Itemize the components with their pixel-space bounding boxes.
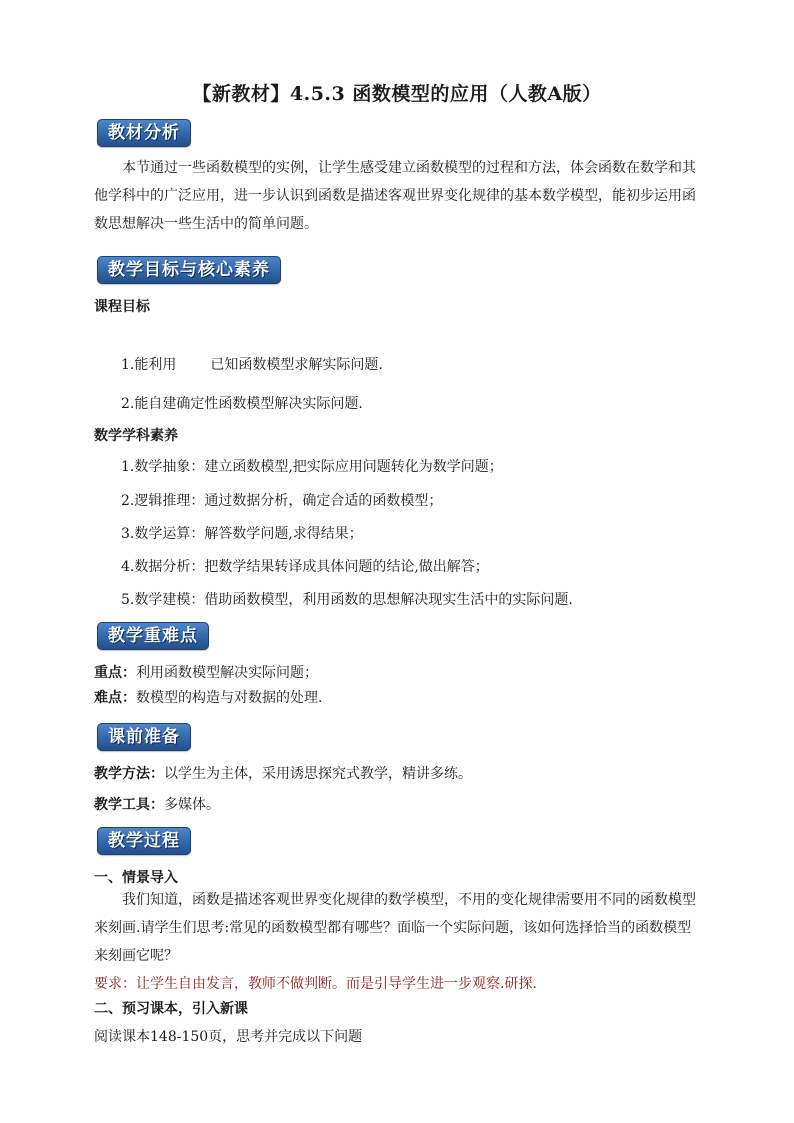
part1-heading: 一、情景导入 (94, 870, 178, 886)
difficulty-label: 难点： (94, 690, 136, 706)
difficulty-line (94, 684, 704, 712)
course-goal-item-1-b: 已知函数模型求解实际问题. (210, 357, 383, 373)
teaching-tool-line (94, 791, 704, 819)
section-badge-goals: 教学目标与核心素养 (97, 256, 281, 284)
teaching-method-text: 以学生为主体，采用诱思探究式教学，精讲多练。 (164, 766, 472, 782)
literacy-item-1: 1.数学抽象：建立函数模型,把实际应用问题转化为数学问题； (121, 459, 503, 475)
course-goal-item-1 (121, 351, 731, 379)
teaching-tool-label: 教学工具： (94, 797, 164, 813)
teaching-tool-text: 多媒体。 (164, 797, 220, 813)
literacy-item-4: 4.数据分析：把数学结果转译成具体问题的结论,做出解答； (121, 559, 489, 575)
page-title: 【新教材】4.5.3 函数模型的应用（人教A版） (192, 83, 602, 105)
key-point-label: 重点： (94, 665, 136, 681)
key-point-text: 利用函数模型解决实际问题； (136, 665, 318, 681)
key-point-line (94, 659, 704, 687)
teaching-method-line (94, 760, 704, 788)
course-goal-item-2: 2.能自建确定性函数模型解决实际问题. (121, 396, 363, 412)
section-badge-prep: 课前准备 (97, 723, 191, 751)
section-badge-analysis: 教材分析 (97, 119, 191, 147)
requirement-note: 要求：让学生自由发言，教师不做判断。而是引导学生进一步观察.研探. (94, 976, 537, 992)
teaching-method-label: 教学方法： (94, 766, 164, 782)
literacy-item-3: 3.数学运算：解答数学问题,求得结果； (121, 526, 363, 542)
literacy-heading: 数学学科素养 (94, 428, 178, 444)
literacy-item-2: 2.逻辑推理：通过数据分析，确定合适的函数模型； (121, 493, 443, 509)
part2-heading: 二、预习课本，引入新课 (94, 1001, 248, 1017)
part1-paragraph: 我们知道，函数是描述客观世界变化规律的数学模型，不用的变化规律需要用不同的函数模型来刻画.请学生们思考:常见的函数模型都有哪些？面临一个实际问题，该如何选择恰当的函数模型来刻画它呢？ (94, 892, 696, 964)
course-goal-item-1-a: 1.能利用 (121, 357, 177, 373)
analysis-paragraph: 本节通过一些函数模型的实例，让学生感受建立函数模型的过程和方法，体会函数在数学和其他学科中的广泛应用，进一步认识到函数是描述客观世界变化规律的基本数学模型，能初步运用函数思想解决一些生活中的简单问题。 (94, 160, 696, 232)
section-badge-process: 教学过程 (97, 827, 191, 855)
course-goals-heading: 课程目标 (94, 299, 150, 315)
literacy-item-5: 5.数学建模：借助函数模型，利用函数的思想解决现实生活中的实际问题. (121, 592, 573, 608)
part2-text: 阅读课本148-150页，思考并完成以下问题 (94, 1029, 363, 1045)
section-badge-keypoints: 教学重难点 (97, 622, 209, 650)
difficulty-text: 数模型的构造与对数据的处理. (136, 690, 323, 706)
